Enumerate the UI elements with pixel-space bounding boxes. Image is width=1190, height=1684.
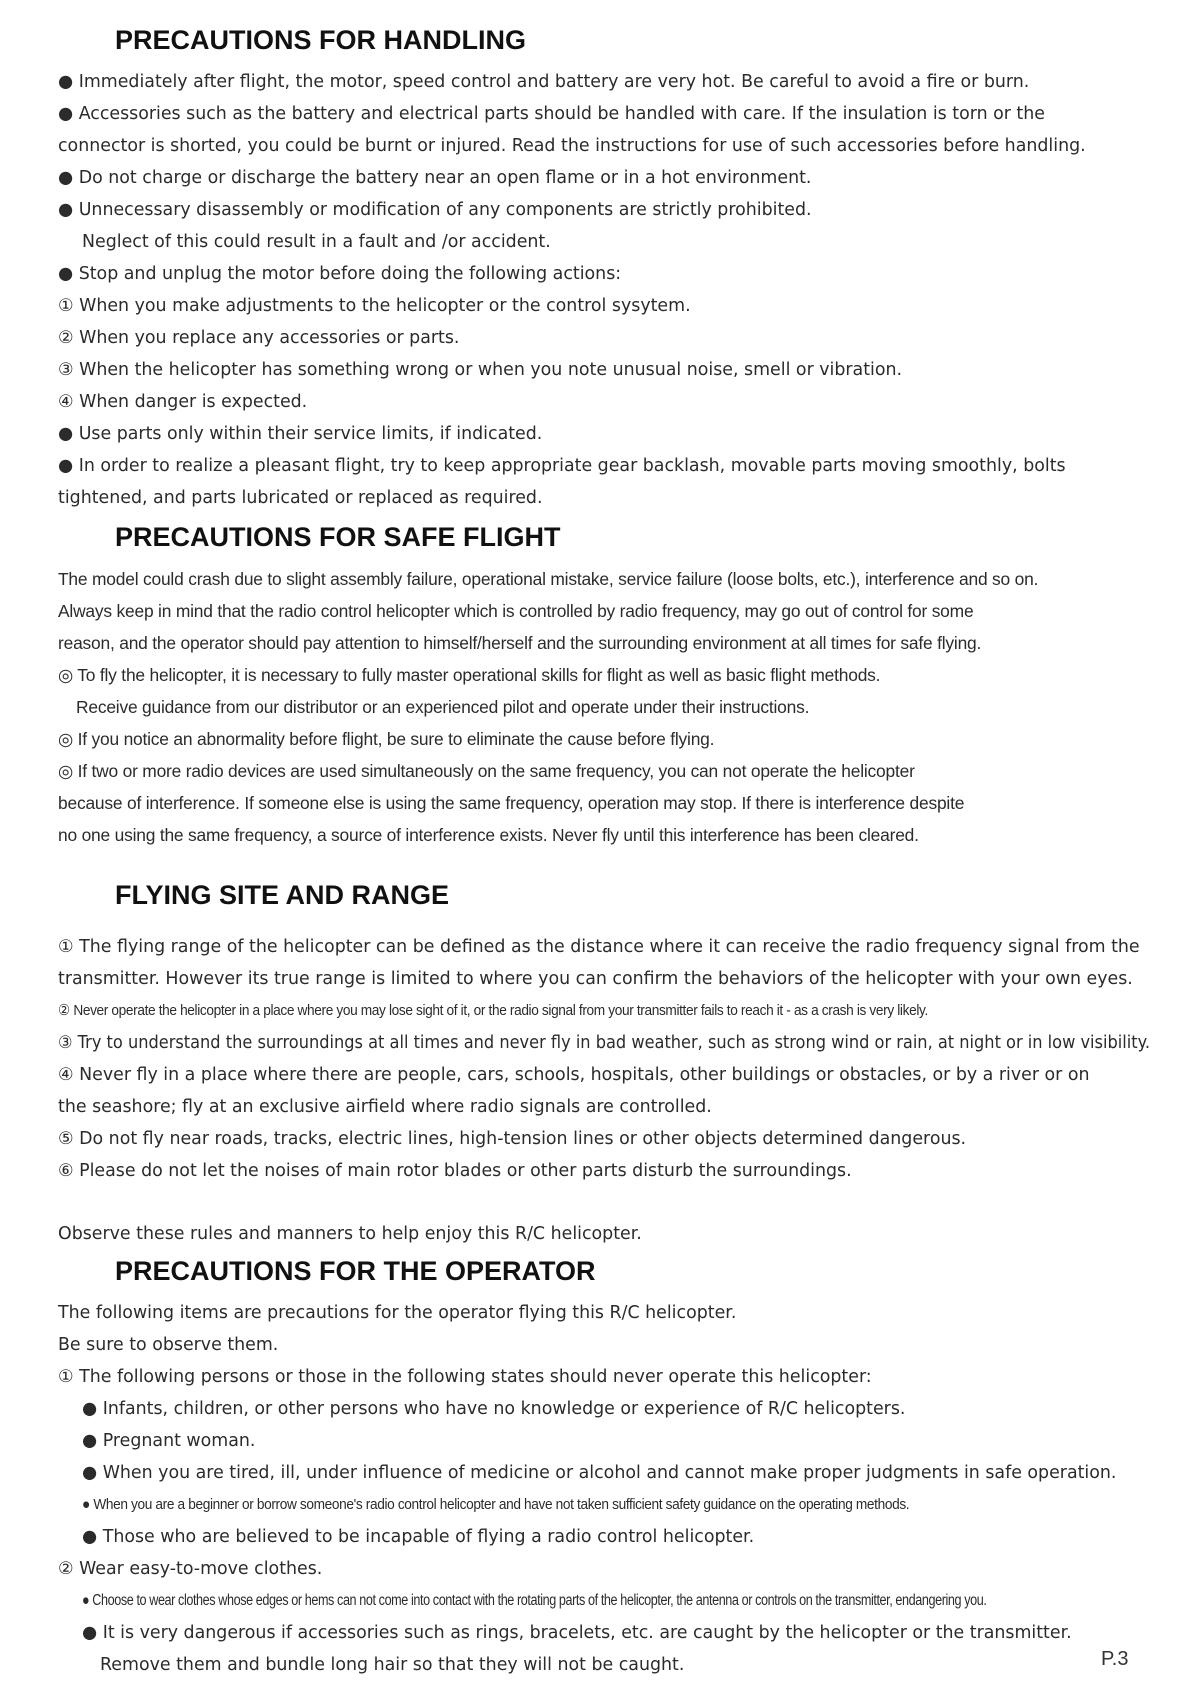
section-title-handling: PRECAUTIONS FOR HANDLING xyxy=(115,25,526,55)
safe-flight-line: ◎ If you notice an abnormality before flight, be sure to eliminate the cause before flying. xyxy=(58,729,715,749)
flying-site-line: ① The flying range of the helicopter can be defined as the distance where it can receive the radio frequency signal from the xyxy=(58,937,1140,957)
operator-line: ● When you are a beginner or borrow someone's radio control helicopter and have not taken sufficient safety guidance on the operating methods. xyxy=(82,1496,910,1513)
safe-flight-line: no one using the same frequency, a source of interference exists. Never fly until this interference has been cleared. xyxy=(58,825,919,845)
safe-flight-line: The model could crash due to slight assembly failure, operational mistake, service failure (loose bolts, etc.), interference and so on. xyxy=(58,569,1039,589)
handling-line: ③ When the helicopter has something wrong or when you note unusual noise, smell or vibration. xyxy=(58,360,903,380)
flying-site-line: ② Never operate the helicopter in a place where you may lose sight of it, or the radio signal from your transmitter fails to reach it - as a crash is very likely. xyxy=(58,1002,928,1019)
handling-line: connector is shorted, you could be burnt or injured. Read the instructions for use of such accessories before handling. xyxy=(58,136,1086,156)
operator-line: ● When you are tired, ill, under influence of medicine or alcohol and cannot make proper judgments in safe operation. xyxy=(82,1463,1117,1483)
handling-line: ④ When danger is expected. xyxy=(58,392,308,412)
handling-line: Neglect of this could result in a fault and /or accident. xyxy=(82,232,551,252)
section-title-flying-site: FLYING SITE AND RANGE xyxy=(115,880,450,910)
handling-line: ● Unnecessary disassembly or modification of any components are strictly prohibited. xyxy=(58,200,812,220)
handling-line: ● Accessories such as the battery and electrical parts should be handled with care. If the insulation is torn or the xyxy=(58,104,1045,124)
safe-flight-line: ◎ If two or more radio devices are used simultaneously on the same frequency, you can not operate the helicopter xyxy=(58,761,915,781)
operator-line: Remove them and bundle long hair so that they will not be caught. xyxy=(100,1655,685,1675)
safe-flight-line: ◎ To fly the helicopter, it is necessary to fully master operational skills for flight as well as basic flight methods. xyxy=(58,665,881,685)
handling-line: ② When you replace any accessories or parts. xyxy=(58,328,460,348)
operator-line: ● Choose to wear clothes whose edges or hems can not come into contact with the rotating parts of the helicopter, the antenna or controls on the transmitter, endangering you. xyxy=(82,1592,987,1609)
handling-line: ● In order to realize a pleasant flight, try to keep appropriate gear backlash, movable parts moving smoothly, bolts xyxy=(58,456,1066,476)
flying-site-line: the seashore; fly at an exclusive airfield where radio signals are controlled. xyxy=(58,1097,712,1117)
safe-flight-line: Always keep in mind that the radio control helicopter which is controlled by radio frequency, may go out of control for some xyxy=(58,601,974,621)
safe-flight-line: Receive guidance from our distributor or an experienced pilot and operate under their instructions. xyxy=(76,697,810,717)
handling-line: ① When you make adjustments to the helicopter or the control sysytem. xyxy=(58,296,691,316)
safe-flight-line: because of interference. If someone else is using the same frequency, operation may stop. If there is interference despite xyxy=(58,793,965,813)
flying-site-line: ⑤ Do not fly near roads, tracks, electric lines, high-tension lines or other objects determined dangerous. xyxy=(58,1129,967,1149)
operator-line: ● It is very dangerous if accessories such as rings, bracelets, etc. are caught by the helicopter or the transmitter. xyxy=(82,1623,1072,1643)
operator-line: ① The following persons or those in the following states should never operate this helicopter: xyxy=(58,1367,872,1387)
section-title-operator: PRECAUTIONS FOR THE OPERATOR xyxy=(115,1256,596,1286)
handling-line: ● Do not charge or discharge the battery near an open flame or in a hot environment. xyxy=(58,168,812,188)
operator-line: ● Pregnant woman. xyxy=(82,1431,256,1451)
handling-line: ● Use parts only within their service limits, if indicated. xyxy=(58,424,543,444)
page-number: P.3 xyxy=(1101,1648,1129,1670)
section-title-safe-flight: PRECAUTIONS FOR SAFE FLIGHT xyxy=(115,522,561,552)
handling-line: ● Stop and unplug the motor before doing the following actions: xyxy=(58,264,622,284)
flying-site-line: transmitter. However its true range is limited to where you can confirm the behaviors of the helicopter with your own eyes. xyxy=(58,969,1133,989)
flying-site-line: ④ Never fly in a place where there are people, cars, schools, hospitals, other buildings or obstacles, or by a river or on xyxy=(58,1065,1090,1085)
operator-line: The following items are precautions for the operator flying this R/C helicopter. xyxy=(58,1303,737,1323)
flying-site-line: ⑥ Please do not let the noises of main rotor blades or other parts disturb the surroundings. xyxy=(58,1161,852,1181)
operator-line: ● Infants, children, or other persons who have no knowledge or experience of R/C helicopters. xyxy=(82,1399,906,1419)
handling-line: tightened, and parts lubricated or replaced as required. xyxy=(58,488,543,508)
operator-line: ● Those who are believed to be incapable of flying a radio control helicopter. xyxy=(82,1527,755,1547)
safe-flight-line: reason, and the operator should pay attention to himself/herself and the surrounding environment at all times for safe flying. xyxy=(58,633,982,653)
operator-line: Be sure to observe them. xyxy=(58,1335,279,1355)
flying-site-line: ③ Try to understand the surroundings at all times and never fly in bad weather, such as strong wind or rain, at night or in low visibility. xyxy=(58,1033,1150,1053)
operator-line: ② Wear easy-to-move clothes. xyxy=(58,1559,323,1579)
flying-site-closing: Observe these rules and manners to help enjoy this R/C helicopter. xyxy=(58,1224,642,1244)
handling-line: ● Immediately after flight, the motor, speed control and battery are very hot. Be careful to avoid a fire or burn. xyxy=(58,72,1030,92)
